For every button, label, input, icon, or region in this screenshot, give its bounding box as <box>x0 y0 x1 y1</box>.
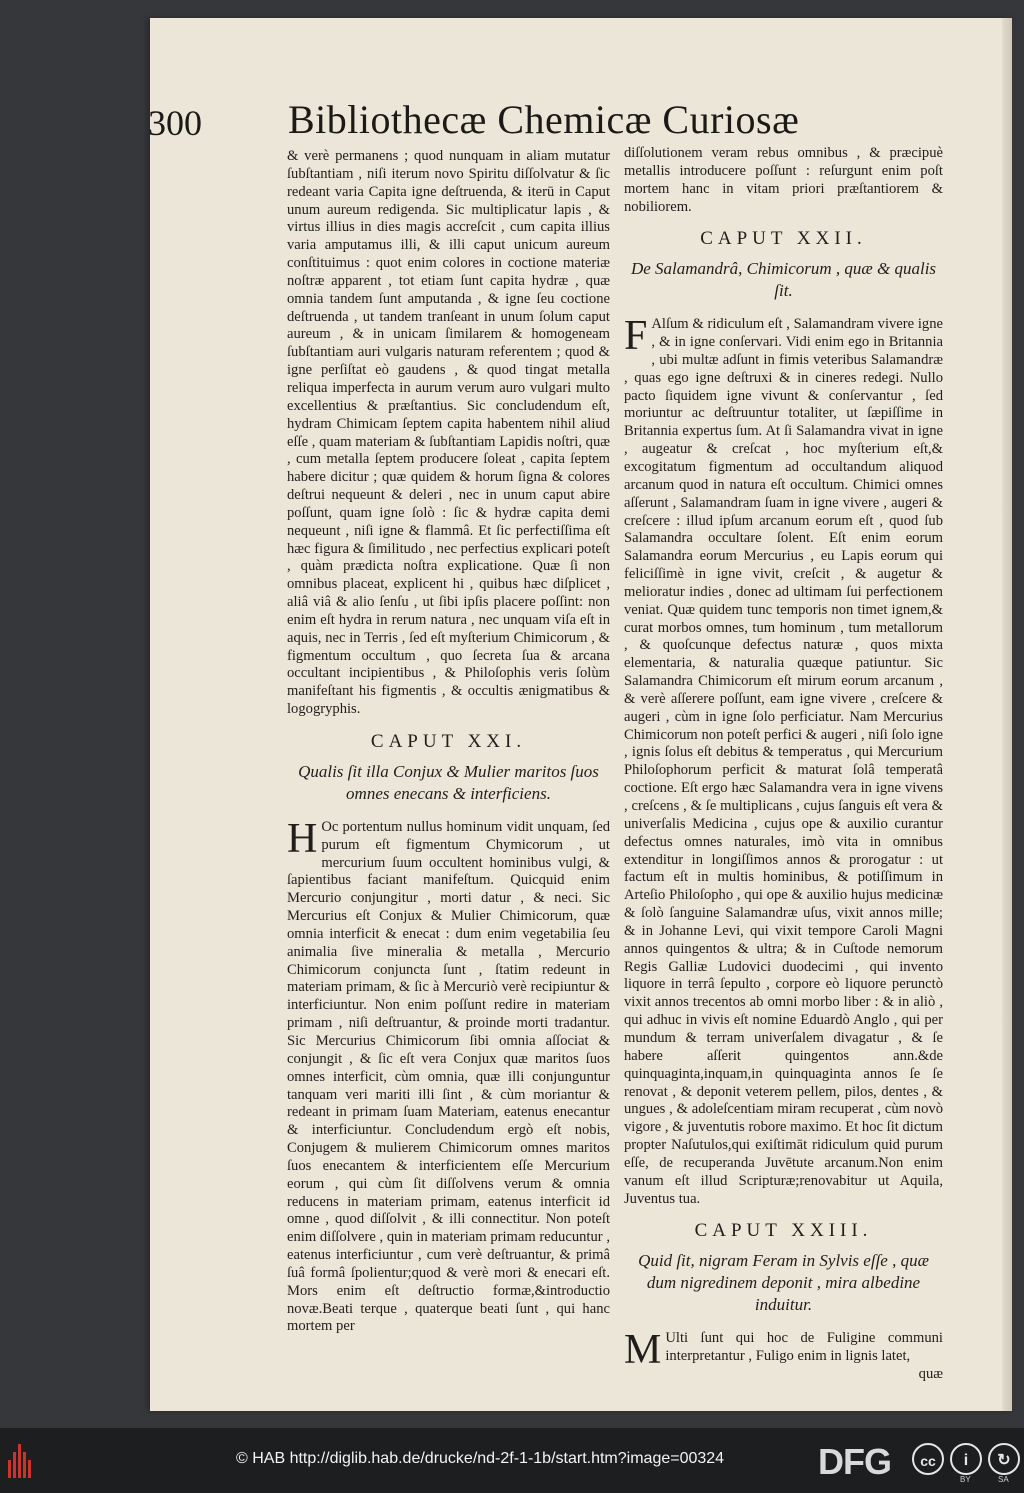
by-label: BY <box>960 1475 971 1484</box>
chapter-title: Qualis ſit illa Conjux & Mulier maritos ſuos omnes enecans & interficiens. <box>298 761 599 803</box>
page-header <box>148 96 800 152</box>
paragraph-text: Oc portentum nullus hominum vidit unquam, ſed purum eſt figmentum Chymicorum , ut mercurium ſuum occultent hominibus vulgi, & ſapientibus faciant manifeſtum. Quicquid enim Mercurio conjungitur , morti datur , & neci. Sic Mercurius eſt Conjux & Mulier Chimicorum, quæ omnia interficit & enecat : dum enim vegetabilia ſeu animalia ſive mineralia & metalla , Mercurio Chimicorum conjuncta ſunt , ſtatim redeunt in materiam primam, & ſic à Mercuriò verè recipiuntur & interficiuntur. Non enim poſſunt redire in materiam primam , niſi deſtruantur, & proinde morti tradantur. Sic Mercurius Chimicorum ſibi omnia aſſociat & conjungit , & ſic eſt vera Conjux quæ maritos ſuos omnes interficit, cùm omnia, quæ illi conjunguntur tanquam veri mariti illi ſint , & cùm moriantur & redeant in primam ſuam Materiam, eatenus enecantur & interficiuntur. Concludendum ergò eſt nobis, Conjugem & mulierem Chimicorum omnes maritos ſuos enecantem & interficientem eſſe Mercurium eorum , qui cùm ſit diſſolvens verum & omnia reducens in materiam primam, eatenus interficit id omne , quod diſſolvit , & illi connectitur. Non poteſt enim diſſolvere , quin in materiam primam reducuntur , eatenus interficiuntur , cum verè deſtruantur, & primâ ſuâ formâ ſpolientur;quod & verè mori & enecari eſt. Mors enim eſt deſtructio formæ,&introductio novæ.Beati terque , quaterque beati ſunt , qui hanc mortem per <box>287 818 610 1335</box>
right-column <box>624 145 943 1384</box>
paragraph <box>287 815 610 1336</box>
cc-icon: cc <box>912 1443 944 1475</box>
paragraph: & verè permanens ; quod nunquam in aliam mutatur ſubſtantiam , niſi iterum novo Spiritu diſſolvatur & ſic redeant varia Capita igne deſtruenda, & iterū in Caput unum aureum redigenda. Sic multiplicatur lapis , & virtus illius in dies magis accreſcit , cum capita illius varia amputamus illi, & illi caput unicum aureum conſtituimus : quot enim colores in coctione materiæ noſtræ apparent , tot etiam ſunt capita hydræ , quæ omnia tandem ſunt amputanda , & igne ſeu coctione deſtruenda , ut tandem tranſeant in unum ſolum caput aureum , & in unicam ſimilarem & homogeneam ſubſtantiam auri vulgaris naturam referentem ; quod & igne perſiſtat eò gaudens , & quod tingat metalla reliqua imperfecta in aurum verum auro vulgari multo excellentius & præſtantius. Sic concludendum eſt, hydram Chimicam ſeptem capita habentem nihil aliud eſſe , quam materiam & ſubſtantiam Lapidis noſtri, quæ , cum metalla ſeptem producere ſoleat , capita ſeptem habere dicitur ; quæ quidem & horum ſigna & colores deſtrui nequeunt & deleri , nec in unum caput abire poſſunt, quam igne ſolò : ſic & hydræ capita demi nequeunt , niſi igne & flammâ. Et ſic perfectiſſima eſt hæc figura & ſimilitudo , nec perfectius explicari poteſt , quàm prædicta noſtra explicatione. Quæ ſi non omnibus placeat, explicent hi , quibus hæc diſplicet , aliâ viâ & alio ſenſu , ut ſibi ipſis placere poſſint: non enim eſt hydra in rerum natura , nec unquam viſa eſt in aquis, nec in Terris , ſed eſt myſterium Chimicorum , & figmentum occultum , quo ſecreta ſua & arcana occultant incipientibus , & Philoſophis veris ſolùm manifeſtant his figmentis , & occultis ænigmatibus & logogryphis. <box>287 148 610 718</box>
attribution-icon: i <box>950 1443 982 1475</box>
page-number: 300 <box>148 103 202 143</box>
paragraph: diſſolutionem veram rebus omnibus , & præcipuè metallis introducere poſſunt : reſurgunt enim poſt mortem hanc in vitam priori præſtantiorem & nobiliorem. <box>624 145 943 215</box>
drop-cap: H <box>287 815 318 862</box>
running-title: Bibliothecæ Chemicæ Curiosæ <box>288 97 800 142</box>
sa-label: SA <box>998 1475 1009 1484</box>
paragraph-text: Alſum & ridiculum eſt , Salamandram vivere igne , & in igne conſervari. Vidi enim ego in Britannia , ubi multæ adſunt in fimis veteribus Salamandræ , quas ego igne deſtruxi & in cineres redegi. Nullo pacto ſiquidem igne vivunt & conſervantur , ſed moriuntur ac deſtruuntur totaliter, ut ſæpiſſime in Britannia expertus ſum. At ſi Salamandra vivat in igne , augeatur & creſcat , hoc myſterium eſt,& excogitatum figmentum ad occultandum aliquod arcanum quod in natura eſt occultum. Chimici omnes aſſerunt , Salamandram ſuam in igne vivere , augeri & creſcere : illud ipſum arcanum eorum eſt , quod ſub Salamandra occultare ſolent. Eſt enim eorum Salamandra eorum Mercurius , eu Lapis eorum qui feliciſſimè in igne vivit, creſcit , & augetur & melioratur indies , donec ad ultimam ſui perfectionem veniat. Quæ quidem tunc temporis non timet ignem,& curat morbos omnes, tum hominum , tum metallorum , & quoſcunque defectus naturæ , quos mixta elementaria, & naturalia quæque patiuntur. Sic Salamandra Chimicorum eſt mirum eorum arcanum , & verè aſſerere poſſunt, eam igne vivere , creſcere & augeri , cùm in igne ſolo perficiatur. Nam Mercurius Chimicorum non poteſt perfici & augeri , niſi ſolo igne , ignis ſolus eſt debitus & temperatus , qui Mercurium Philoſophorum perficit & maturat ſolâ temperatâ coctione. Eſt ergo hæc Salamandra vera in igne vivens , creſcens , & ſe multiplicans , cujus ſanguis eſt vera & univerſalis Medicina , cujus ope & auxilio curantur defectus omnes naturales, imò vita in omnibus extenditur in longiſſimos annos & prorogatur : ut factum eſt in multis hominibus, & potiſſimum in Arteſio Philoſopho , qui ope & auxilio hujus medicinæ & ſolò ſanguine Salamandræ uſus, vixit annos mille; & in Johanne Levi, qui vixit tempore Caroli Magni annos quingentos & ultra; & in Cuſtode nemorum Regis Galliæ Ludovici duodecimi , qui invento liquore in terrâ ſepulto , corpore eò liquore perunctò vixit annos trecentos ab omni morbo liber : & in aliò , qui adhuc in vivis eſt nomine Eduardò Anglo , qui per mundum & terram univerſalem divagatur , & ſe habere aſſerit quingentos ann.&de quinquaginta,inquam,in quinquaginta annos ſe ſe renovat , & deponit veterem pellem, pilos, dentes , & ungues , & adoleſcentiam miram recuperat , cùm novò vigore , & juventutis robore maximo. Et hoc ſit dictum propter Naſutulos,qui exiſtimāt ridiculum quid purum eſſe, de recuperanda Juvētute arcanum.Non enim vanum eſt illud Scripturæ;renovabitur ut Aquila, Juventus tua. <box>624 316 943 1207</box>
chapter-heading: CAPUT XXIII. <box>694 1220 873 1242</box>
chapter-title: De Salamandrâ, Chimicorum , quæ & qualis ſit. <box>630 259 937 301</box>
chapter-heading: CAPUT XXII. <box>700 228 867 250</box>
hab-logo-icon[interactable] <box>8 1444 36 1478</box>
share-alike-icon: ↻ <box>988 1443 1020 1475</box>
paragraph-text: Ulti ſunt qui hoc de Fuligine communi interpretantur , Fuligo enim in lignis latet, <box>665 1330 943 1365</box>
chapter-heading: CAPUT XXI. <box>370 731 527 752</box>
dfg-logo[interactable]: DFG <box>818 1441 891 1482</box>
copyright-link[interactable]: © HAB http://diglib.hab.de/drucke/nd-2f-1-1b/start.htm?image=00324 <box>236 1450 725 1467</box>
page-edge <box>1002 18 1012 1411</box>
chapter-title: Quid ſit, nigram Feram in Sylvis eſſe , quæ dum nigredinem deponit , mira albedine induitur. <box>638 1251 929 1315</box>
drop-cap: M <box>624 1327 662 1374</box>
drop-cap: F <box>624 313 648 360</box>
cc-license-badge[interactable] <box>912 1441 1022 1483</box>
catchword: quæ <box>918 1365 943 1382</box>
footer-bar <box>0 1428 1024 1493</box>
left-column <box>287 148 610 1336</box>
paragraph <box>624 313 943 1208</box>
